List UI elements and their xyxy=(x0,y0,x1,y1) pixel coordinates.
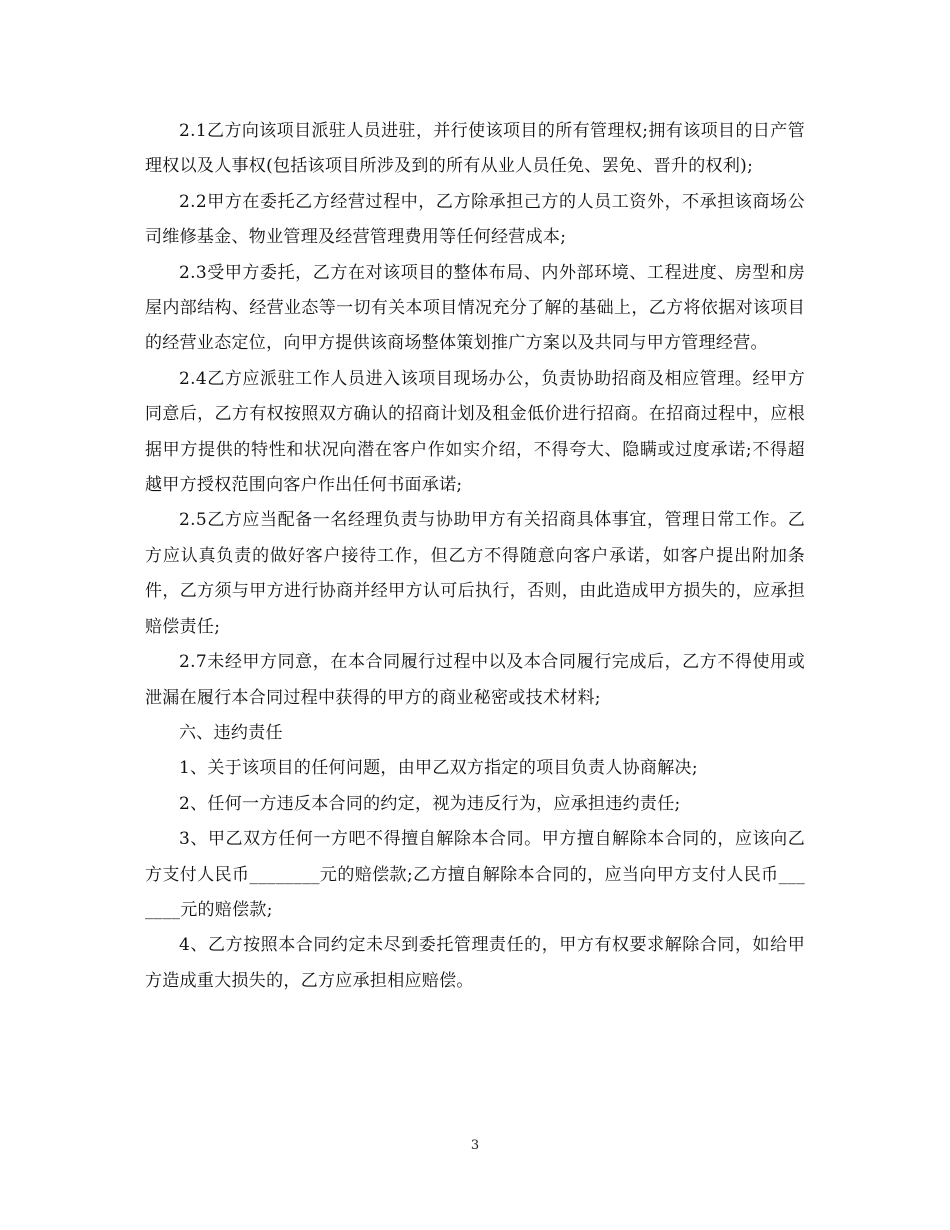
clause-2-4: 2.4乙方应派驻工作人员进入该项目现场办公，负责协助招商及相应管理。经甲方同意后，乙方有权按照双方确认的招商计划及租金低价进行招商。在招商过程中，应根据甲方提供的特性和状况向潜在客户作如实介绍，不得夸大、隐瞒或过度承诺;不得超越甲方授权范围向客户作出任何书面承诺; xyxy=(145,368,805,496)
section-heading-breach-liability: 六、违约责任 xyxy=(179,722,283,743)
breach-clause-4: 4、乙方按照本合同约定未尽到委托管理责任的，甲方有权要求解除合同，如给甲方造成重大损失的，乙方应承担相应赔偿。 xyxy=(145,935,805,991)
breach-clause-3: 3、甲乙双方任何一方吧不得擅自解除本合同。甲方擅自解除本合同的，应该向乙方支付人民币________元的赔偿款;乙方擅自解除本合同的，应当向甲方支付人民币_______元的赔偿款; xyxy=(145,829,805,920)
document-body xyxy=(145,114,805,999)
clause-2-2: 2.2甲方在委托乙方经营过程中，乙方除承担己方的人员工资外，不承担该商场公司维修基金、物业管理及经营管理费用等任何经营成本; xyxy=(145,191,805,248)
breach-clause-1: 1、关于该项目的任何问题，由甲乙双方指定的项目负责人协商解决; xyxy=(179,758,698,779)
clause-2-1: 2.1乙方向该项目派驻人员进驻，并行使该项目的所有管理权;拥有该项目的日产管理权以及人事权(包括该项目所涉及到的所有从业人员任免、罢免、晋升的权利); xyxy=(145,121,805,177)
page-number: 3 xyxy=(470,1138,480,1153)
clause-2-5: 2.5乙方应当配备一名经理负责与协助甲方有关招商具体事宜，管理日常工作。乙方应认真负责的做好客户接待工作，但乙方不得随意向客户承诺，如客户提出附加条件，乙方须与甲方进行协商并经甲方认可后执行，否则，由此造成甲方损失的，应承担赔偿责任; xyxy=(145,510,805,637)
breach-clause-2: 2、任何一方违反本合同的约定，视为违反行为，应承担违约责任; xyxy=(179,793,681,814)
clause-2-7: 2.7未经甲方同意，在本合同履行过程中以及本合同履行完成后，乙方不得使用或泄漏在履行本合同过程中获得的甲方的商业秘密或技术材料; xyxy=(145,652,805,708)
clause-2-3: 2.3受甲方委托，乙方在对该项目的整体布局、内外部环境、工程进度、房型和房屋内部结构、经营业态等一切有关本项目情况充分了解的基础上，乙方将依据对该项目的经营业态定位，向甲方提供该商场整体策划推广方案以及共同与甲方管理经营。 xyxy=(145,262,805,354)
